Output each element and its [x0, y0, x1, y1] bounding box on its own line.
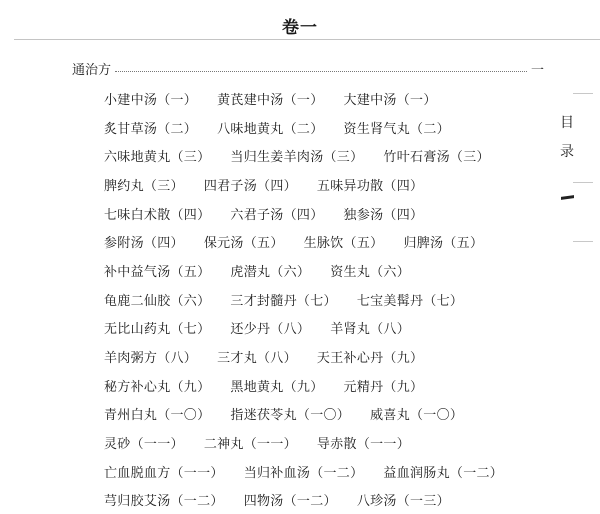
- formula-entry[interactable]: 羊肉粥方（八）: [104, 351, 198, 367]
- formula-entry[interactable]: 四君子汤（四）: [203, 178, 297, 194]
- formula-entry[interactable]: 大建中汤（一）: [343, 92, 437, 108]
- side-tab-char: 录: [560, 144, 574, 160]
- section-title: 通治方: [72, 62, 112, 78]
- formula-entry[interactable]: 六味地黄丸（三）: [104, 150, 211, 166]
- formula-entry[interactable]: 二神丸（一一）: [203, 437, 297, 453]
- header-rule: [14, 39, 600, 40]
- formula-entry[interactable]: 指迷茯苓丸（一〇）: [230, 408, 351, 424]
- entry-row: [104, 113, 554, 142]
- formula-entry[interactable]: 四物汤（一二）: [243, 494, 337, 510]
- formula-entry[interactable]: 保元汤（五）: [203, 236, 284, 252]
- formula-entry[interactable]: 青州白丸（一〇）: [104, 408, 211, 424]
- formula-list: [104, 84, 554, 514]
- formula-entry[interactable]: 当归生姜羊肉汤（三）: [230, 150, 364, 166]
- formula-entry[interactable]: 三才丸（八）: [217, 351, 297, 367]
- entry-row: [104, 400, 554, 429]
- side-tab-char: 目: [560, 115, 574, 131]
- entry-row: [104, 342, 554, 371]
- formula-entry[interactable]: 生脉饮（五）: [303, 236, 384, 252]
- formula-entry[interactable]: 三才封髓丹（七）: [230, 293, 337, 309]
- formula-entry[interactable]: 威喜丸（一〇）: [370, 408, 464, 424]
- formula-entry[interactable]: 当归补血汤（一二）: [243, 465, 364, 481]
- margin-rule: [573, 241, 593, 242]
- dot-leader: [115, 71, 527, 72]
- formula-entry[interactable]: 七味白术散（四）: [104, 207, 211, 223]
- formula-entry[interactable]: 五味异功散（四）: [316, 178, 424, 194]
- formula-entry[interactable]: 黄芪建中汤（一）: [217, 92, 324, 108]
- entry-row: [104, 84, 554, 113]
- formula-entry[interactable]: 八味地黄丸（二）: [217, 121, 324, 137]
- formula-entry[interactable]: 归脾汤（五）: [403, 236, 484, 252]
- formula-entry[interactable]: 资生丸（六）: [330, 264, 411, 280]
- formula-entry[interactable]: 导赤散（一一）: [316, 437, 411, 453]
- formula-entry[interactable]: 七宝美髯丹（七）: [356, 293, 464, 309]
- formula-entry[interactable]: 元精丹（九）: [343, 379, 424, 395]
- margin-rule: [573, 93, 593, 94]
- formula-entry[interactable]: 炙甘草汤（二）: [104, 121, 198, 137]
- formula-entry[interactable]: 脾约丸（三）: [104, 178, 184, 194]
- formula-entry[interactable]: 天王补心丹（九）: [316, 351, 424, 367]
- formula-entry[interactable]: 龟鹿二仙胶（六）: [104, 293, 211, 309]
- formula-entry[interactable]: 秘方补心丸（九）: [104, 379, 211, 395]
- formula-entry[interactable]: 羊肾丸（八）: [330, 322, 411, 338]
- entry-row: [104, 428, 554, 457]
- formula-entry[interactable]: 资生肾气丸（二）: [343, 121, 450, 137]
- side-tab-number: [561, 195, 574, 200]
- volume-title: 卷一: [282, 18, 318, 38]
- margin-rule: [573, 182, 593, 183]
- formula-entry[interactable]: 亡血脱血方（一一）: [104, 465, 224, 481]
- formula-entry[interactable]: 芎归胶艾汤（一二）: [104, 494, 224, 510]
- formula-entry[interactable]: 还少丹（八）: [230, 322, 311, 338]
- formula-entry[interactable]: 补中益气汤（五）: [104, 264, 211, 280]
- formula-entry[interactable]: 无比山药丸（七）: [104, 322, 211, 338]
- entry-row: [104, 486, 554, 514]
- formula-entry[interactable]: 六君子汤（四）: [230, 207, 324, 223]
- entry-row: [104, 371, 554, 400]
- formula-entry[interactable]: 八珍汤（一三）: [356, 494, 450, 510]
- formula-entry[interactable]: 黑地黄丸（九）: [230, 379, 324, 395]
- entry-row: [104, 314, 554, 343]
- formula-entry[interactable]: 竹叶石膏汤（三）: [383, 150, 490, 166]
- entry-row: [104, 256, 554, 285]
- entry-row: [104, 141, 554, 170]
- formula-entry[interactable]: 虎潜丸（六）: [230, 264, 311, 280]
- entry-row: [104, 285, 554, 314]
- section-heading[interactable]: [72, 58, 544, 78]
- formula-entry[interactable]: 益血润肠丸（一二）: [383, 465, 504, 481]
- entry-row: [104, 199, 554, 228]
- formula-entry[interactable]: 独参汤（四）: [343, 207, 424, 223]
- entry-row: [104, 170, 554, 199]
- formula-entry[interactable]: 灵砂（一一）: [104, 437, 184, 453]
- formula-entry[interactable]: 小建中汤（一）: [104, 92, 198, 108]
- formula-entry[interactable]: 参附汤（四）: [104, 236, 184, 252]
- entry-row: [104, 227, 554, 256]
- section-page-number: 一: [530, 62, 544, 78]
- entry-row: [104, 457, 554, 486]
